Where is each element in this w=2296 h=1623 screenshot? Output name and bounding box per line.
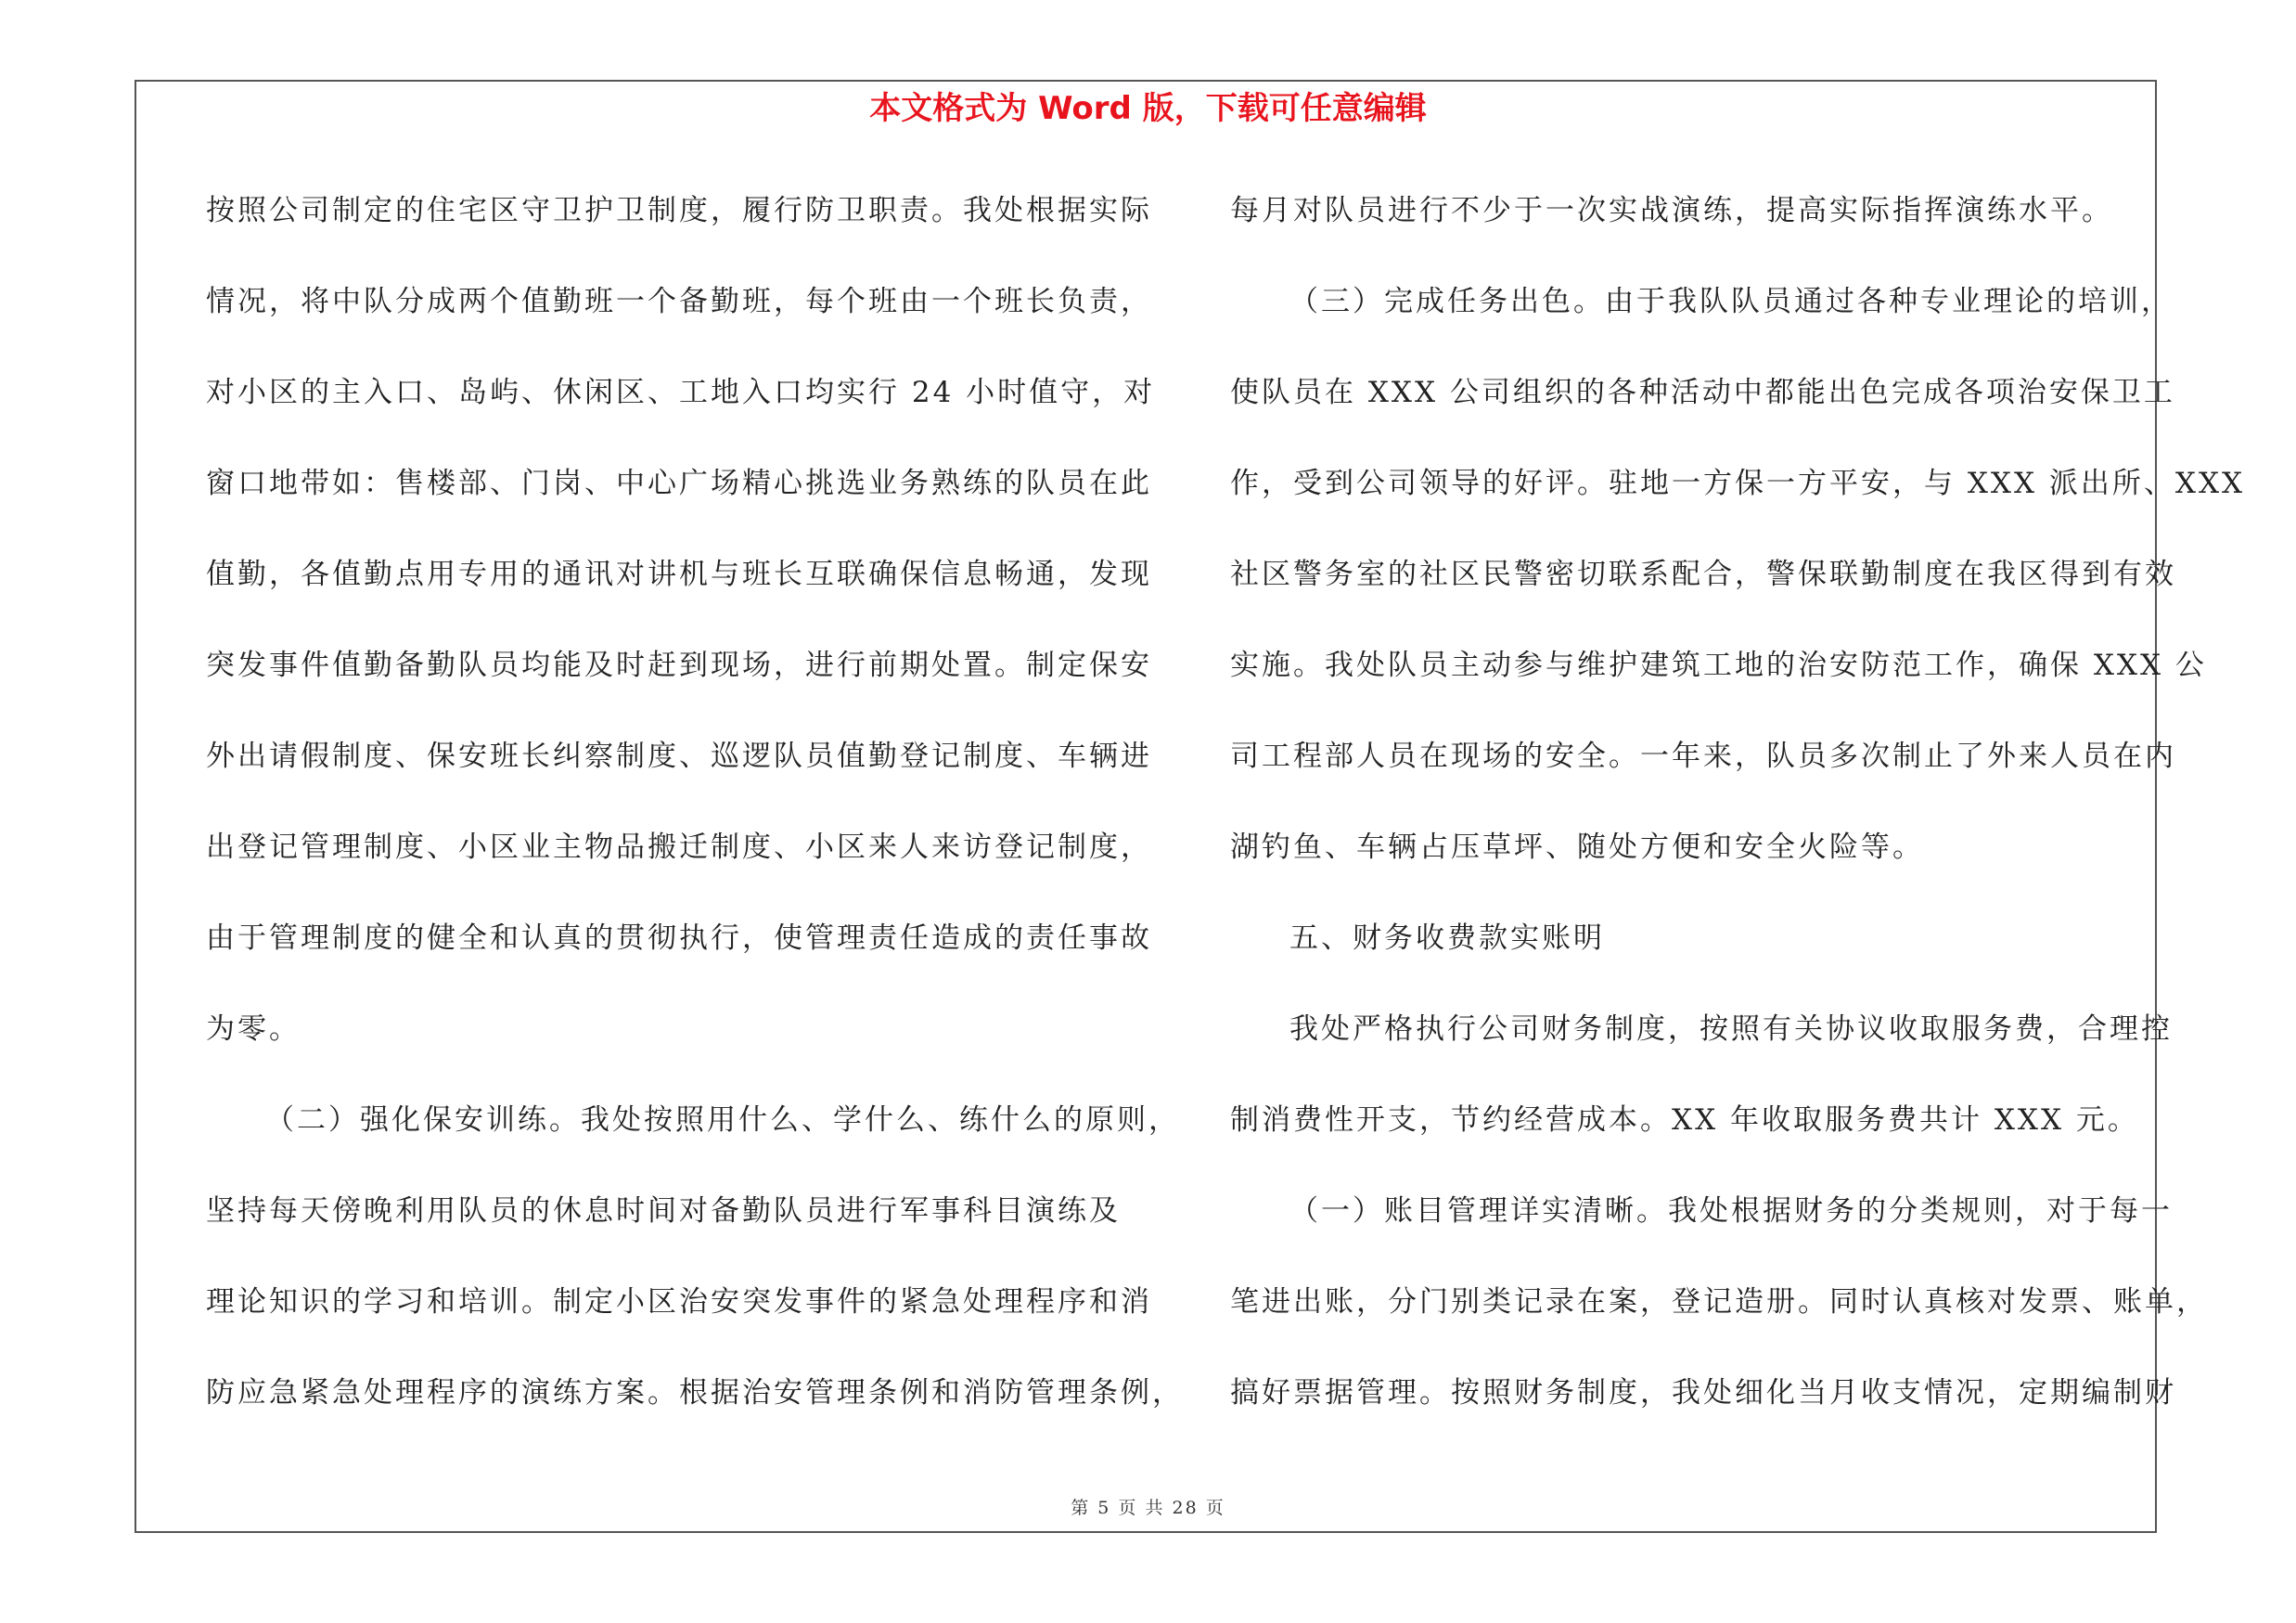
text-line: （三）完成任务出色。由于我队队员通过各种专业理论的培训， [1289, 285, 2173, 318]
text-line: 五、财务收费款实账明 [1289, 921, 1605, 955]
left-text-column [206, 183, 1184, 1456]
text-line: 突发事件值勤备勤队员均能及时赶到现场，进行前期处置。制定保安 [206, 649, 1152, 682]
text-line: 实施。我处队员主动参与维护建筑工地的治安防范工作，确保 XXX 公 [1230, 649, 2207, 682]
text-line: 窗口地带如：售楼部、门岗、中心广场精心挑选业务熟练的队员在此 [206, 467, 1152, 500]
text-line: 为零。 [206, 1012, 301, 1046]
text-line: 笔进出账，分门别类记录在案，登记造册。同时认真核对发票、账单， [1230, 1285, 2208, 1319]
right-text-column [1230, 183, 2246, 1456]
page-number-footer: 第 5 页 共 28 页 [1071, 1498, 1225, 1518]
text-line: 出登记管理制度、小区业主物品搬迁制度、小区来人来访登记制度， [206, 831, 1152, 864]
text-line: （二）强化保安训练。我处按照用什么、学什么、练什么的原则， [265, 1103, 1180, 1137]
text-line: 司工程部人员在现场的安全。一年来，队员多次制止了外来人员在内 [1230, 740, 2176, 773]
text-line: 制消费性开支，节约经营成本。XX 年收取服务费共计 XXX 元。 [1230, 1103, 2139, 1137]
text-line: 由于管理制度的健全和认真的贯彻执行，使管理责任造成的责任事故 [206, 921, 1152, 955]
text-line: 对小区的主入口、岛屿、休闲区、工地入口均实行 24 小时值守，对 [206, 376, 1156, 409]
text-line: 情况，将中队分成两个值勤班一个备勤班，每个班由一个班长负责， [206, 285, 1152, 318]
text-line: 作，受到公司领导的好评。驻地一方保一方平安，与 XXX 派出所、XXX [1230, 467, 2246, 500]
text-line: 值勤，各值勤点用专用的通讯对讲机与班长互联确保信息畅通，发现 [206, 558, 1152, 591]
text-line: 理论知识的学习和培训。制定小区治安突发事件的紧急处理程序和消 [206, 1285, 1152, 1319]
text-line: 按照公司制定的住宅区守卫护卫制度，履行防卫职责。我处根据实际 [206, 194, 1152, 227]
text-line: 社区警务室的社区民警密切联系配合，警保联勤制度在我区得到有效 [1230, 558, 2176, 591]
text-line: 我处严格执行公司财务制度，按照有关协议收取服务费，合理控 [1289, 1012, 2173, 1046]
text-line: （一）账目管理详实清晰。我处根据财务的分类规则，对于每一 [1289, 1194, 2173, 1228]
text-line: 湖钓鱼、车辆占压草坪、随处方便和安全火险等。 [1230, 831, 1924, 864]
text-line: 使队员在 XXX 公司组织的各种活动中都能出色完成各项治安保卫工 [1230, 376, 2175, 409]
text-line: 防应急紧急处理程序的演练方案。根据治安管理条例和消防管理条例， [206, 1376, 1184, 1410]
text-line: 每月对队员进行不少于一次实战演练，提高实际指挥演练水平。 [1230, 194, 2113, 227]
text-line: 搞好票据管理。按照财务制度，我处细化当月收支情况，定期编制财 [1230, 1376, 2176, 1410]
format-banner: 本文格式为 Word 版，下载可任意编辑 [869, 90, 1427, 127]
text-line: 坚持每天傍晚利用队员的休息时间对备勤队员进行军事科目演练及 [206, 1194, 1121, 1228]
text-line: 外出请假制度、保安班长纠察制度、巡逻队员值勤登记制度、车辆进 [206, 740, 1152, 773]
